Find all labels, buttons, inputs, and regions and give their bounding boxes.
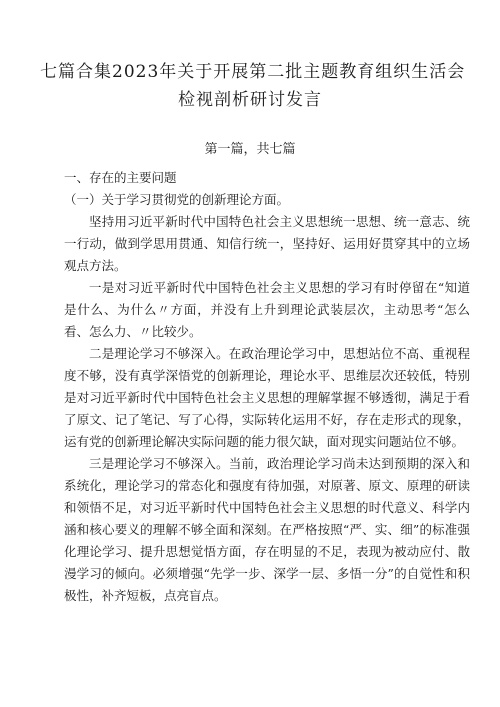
paragraph-3: 二是理论学习不够深入。在政治理论学习中，思想站位不高、重视程度不够，没有真学深悟党的创新理论，理论水平、思维层次还较低，特别是对习近平新时代中国特色社会主义思想的理解掌握不够透彻，满足于看了原文、记了笔记、写了心得，实际转化运用不好，存在走形式的现象，运有党的创新理论解决实际问题的能力很欠缺，面对现实问题站位不够。 <box>64 346 470 449</box>
document-title-line-2: 检视剖析研讨发言 <box>178 90 322 110</box>
document-body <box>64 167 470 607</box>
paragraph-4: 三是理论学习不够深入。当前，政治理论学习尚未达到预期的深入和系统化，理论学习的常态化和强度有待加强，对原著、原文、原理的研读和领悟不足，对习近平新时代中国特色社会主义思想的时代意义、科学内涵和核心要义的理解不够全面和深刻。在严格按照“严、实、细”的标准强化理论学习、提升思想觉悟方面，存在明显的不足，表现为被动应付、散漫学习的倾向。必须增强“先学一步、深学一层、多悟一分”的自觉性和积极性，补齐短板，点亮盲点。 <box>64 456 470 603</box>
section-heading: 一、存在的主要问题 <box>64 170 177 185</box>
document-title-line-1: 七篇合集2023年关于开展第二批主题教育组织生活会 <box>40 62 466 82</box>
paragraph-2: 一是对习近平新时代中国特色社会主义思想的学习有时停留在“知道是什么、为什么〃方面，并没有上升到理论武装层次，主动思考“怎么看、怎么力、〃比较少。 <box>64 280 470 339</box>
part-label: 第一篇，共七篇 <box>204 142 296 157</box>
subsection-heading: （一）关于学习贯彻党的创新理论方面。 <box>64 192 290 207</box>
paragraph-1: 坚持用习近平新时代中国特色社会主义思想统一思想、统一意志、统一行动，做到学思用贯通、知信行统一，坚持好、运用好贯穿其中的立场观点方法。 <box>64 214 470 273</box>
